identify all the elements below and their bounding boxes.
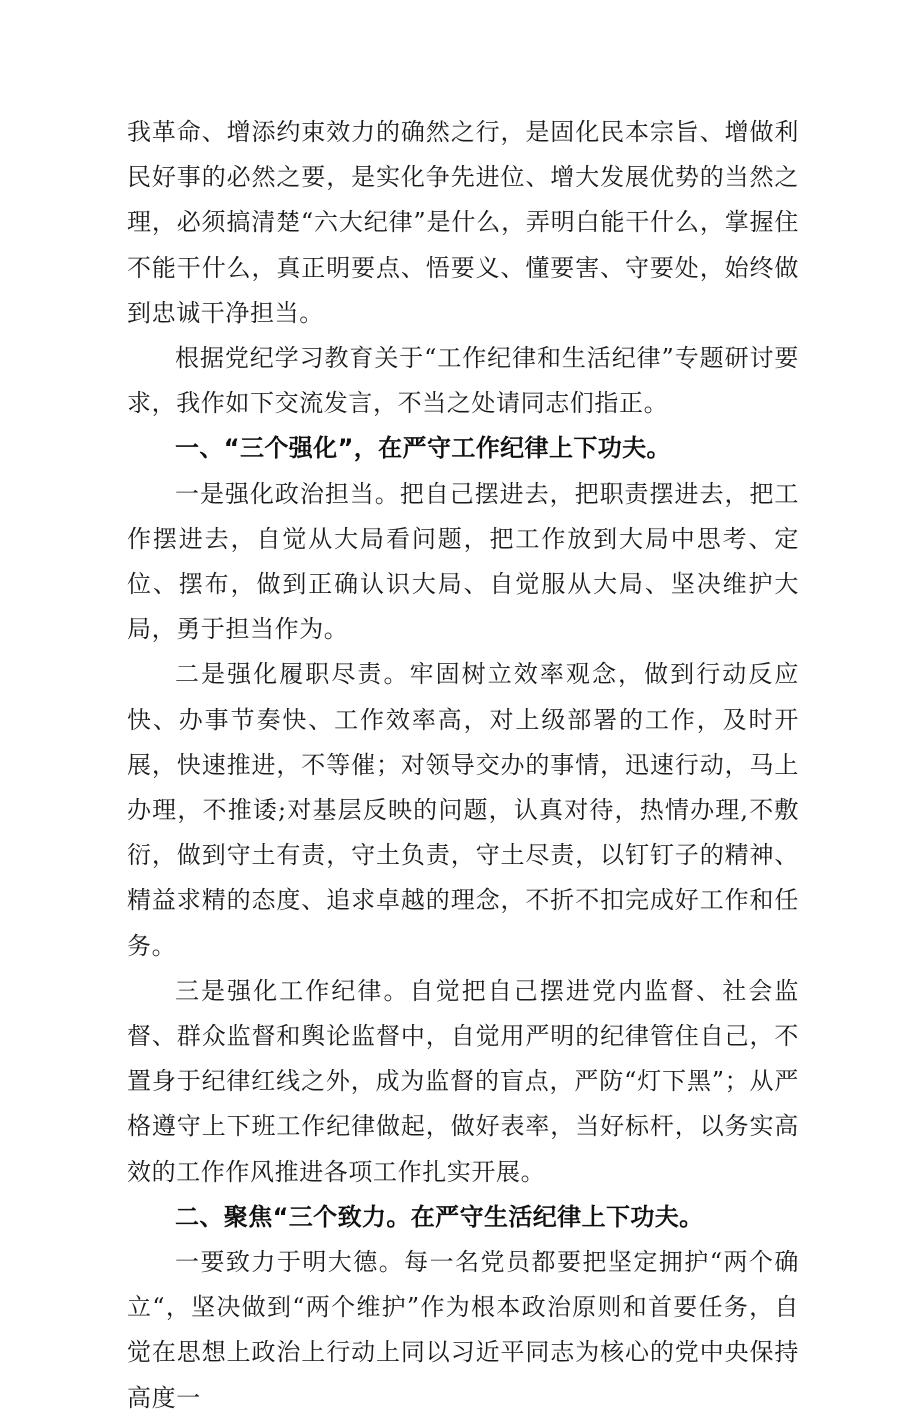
paragraph-study-requirement: 根据党纪学习教育关于“工作纪律和生活纪律”专题研讨要求，我作如下交流发言，不当之处请同志们指正。 bbox=[127, 344, 799, 418]
paragraph-political-responsibility: 一是强化政治担当。把自己摆进去，把职责摆进去，把工作摆进去，自觉从大局看问题，把工作放到大局中思考、定位、摆布，做到正确认识大局、自觉服从大局、坚决维护大局，勇于担当作为。 bbox=[127, 479, 799, 644]
section-heading-work-discipline: 一、“三个强化”，在严守工作纪律上下功夫。 bbox=[175, 434, 671, 463]
paragraph-duty-performance: 二是强化履职尽责。牢固树立效率观念，做到行动反应快、办事节奏快、工作效率高，对上级部署的工作，及时开展，快速推进，不等催；对领导交办的事情，迅速行动，马上办理，不推诿;对基层反映的问题，认真对待，热情办理,不敷衍，做到守土有责，守土负责，守土尽责，以钉钉子的精神、精益求精的态度、追求卓越的理念，不折不扣完成好工作和任务。 bbox=[127, 660, 799, 960]
paragraph-great-virtue: 一要致力于明大德。每一名党员都要把坚定拥护“两个确立“，坚决做到“两个维护”作为根本政治原则和首要任务，自觉在思想上政治上行动上同以习近平同志为核心的党中央保持高度一 bbox=[127, 1248, 799, 1412]
paragraph-intro-continued: 我革命、增添约束效力的确然之行，是固化民本宗旨、增做利民好事的必然之要，是实化争先进位、增大发展优势的当然之理，必须搞清楚“六大纪律”是什么，弄明白能干什么，掌握住不能干什么，真正明要点、悟要义、懂要害、守要处，始终做到忠诚干净担当。 bbox=[127, 118, 799, 327]
section-heading-life-discipline: 二、聚焦“三个致力。在严守生活纪律上下功夫。 bbox=[175, 1202, 704, 1231]
document-body bbox=[127, 110, 799, 1421]
paragraph-work-discipline: 三是强化工作纪律。自觉把自己摆进党内监督、社会监督、群众监督和舆论监督中，自觉用严明的纪律管住自己，不置身于纪律红线之外，成为监督的盲点，严防“灯下黑”；从严格遵守上下班工作纪律做起，做好表率，当好标杆，以务实高效的工作作风推进各项工作扎实开展。 bbox=[127, 976, 799, 1186]
